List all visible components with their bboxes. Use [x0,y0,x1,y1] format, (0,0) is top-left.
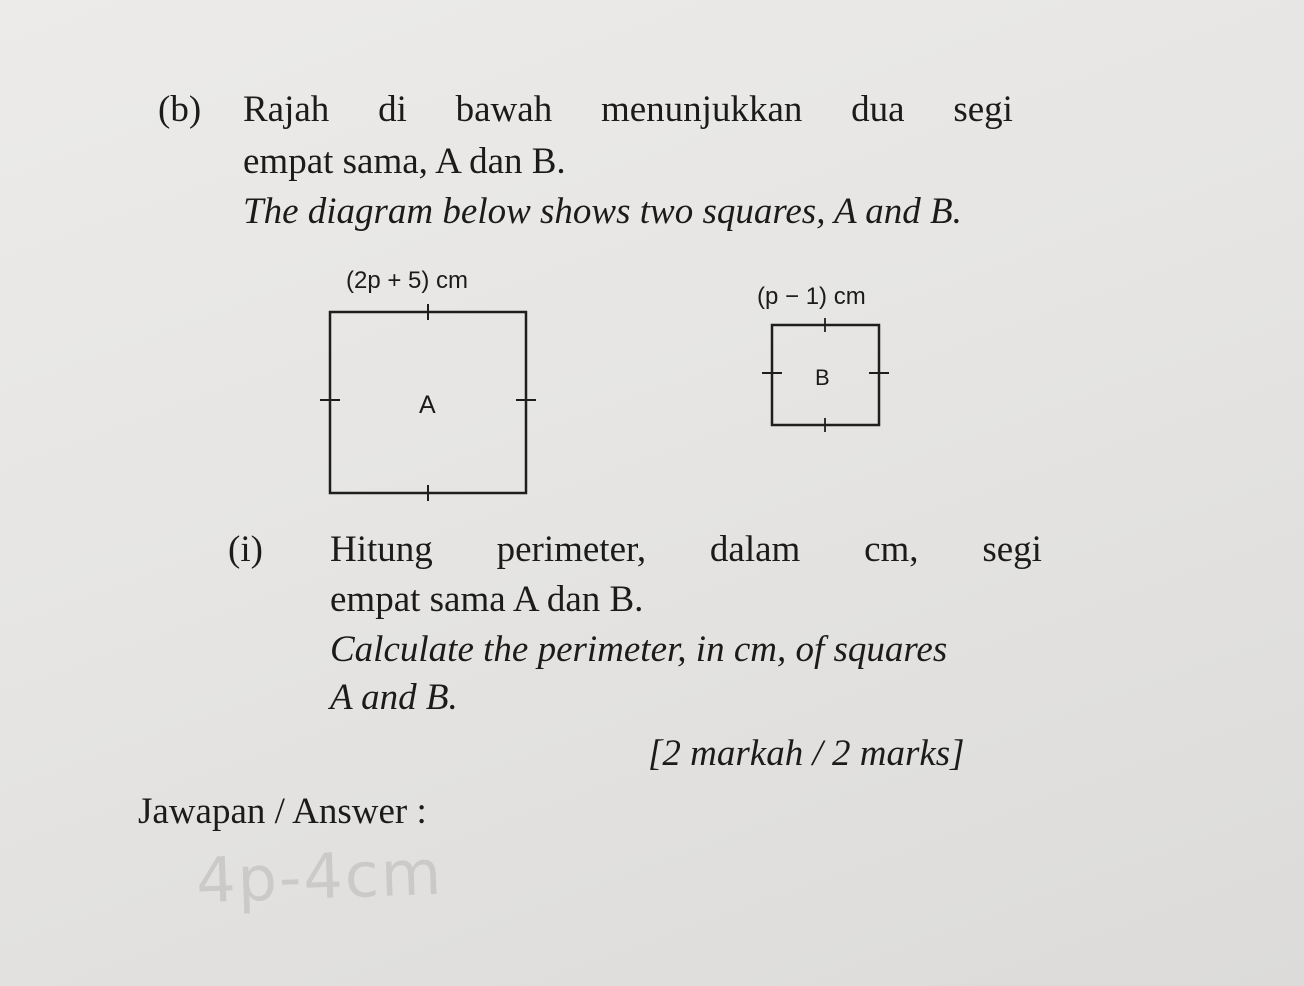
part-i-label: (i) [228,529,263,570]
part-i-malay-line1 [330,528,1042,572]
word: menunjukkan [600,89,803,130]
word: dalam [709,529,801,570]
question-malay-line2: empat sama, A dan B. [243,141,566,182]
word: perimeter, [496,529,647,570]
word: di [378,89,407,130]
part-i-english-line1: Calculate the perimeter, in cm, of squares [330,629,948,670]
square-b-name: B [815,365,830,390]
word: Hitung [330,529,433,570]
square-b-side-label: (p − 1) cm [757,283,866,310]
word: Rajah [243,89,330,130]
word: dua [851,89,905,130]
part-i-malay-line2: empat sama A dan B. [330,579,644,620]
question-english: The diagram below shows two squares, A and B. [243,191,962,232]
square-a-side-label: (2p + 5) cm [346,267,469,294]
word: segi [953,89,1013,130]
handwritten-answer: 4p-4cm [194,835,445,918]
square-a-name: A [419,391,436,419]
word: bawah [455,89,553,130]
question-label: (b) [158,89,202,130]
square-b [757,283,889,432]
square-a [320,267,536,501]
marks-allocation [648,732,965,776]
marks-text: [2 markah / 2 marks] [648,733,965,774]
word: cm, [864,529,919,570]
part-i-english-line2: A and B. [330,677,458,718]
answer-label: Jawapan / Answer : [138,791,427,832]
word: segi [982,529,1042,570]
